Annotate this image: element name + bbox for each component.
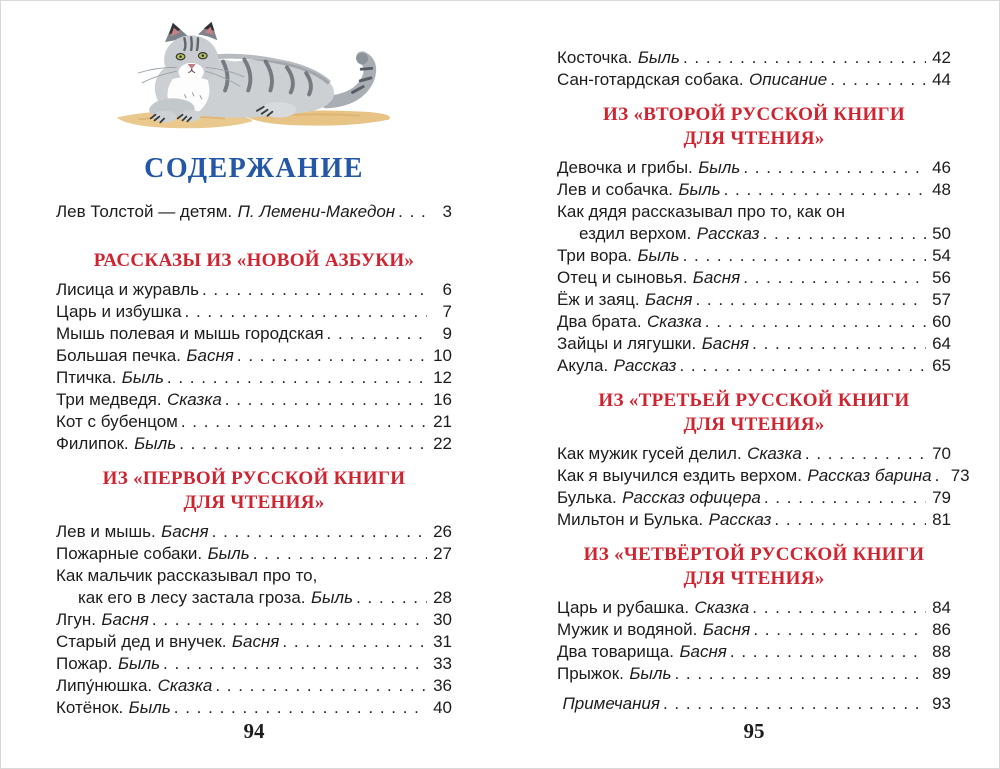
- section-heading: [56, 249, 452, 273]
- toc-entry: [56, 543, 452, 565]
- dot-leader: [805, 443, 926, 465]
- dot-leader: [225, 389, 427, 411]
- section-heading-line: ДЛЯ ЧТЕНИЯ»: [683, 414, 825, 435]
- entry-title: Девочка и грибы.: [557, 158, 693, 177]
- entry-page: 16: [433, 390, 452, 409]
- entry-title: Три медведя.: [56, 390, 162, 409]
- toc-entry: [557, 245, 951, 267]
- entry-title: Филипок.: [56, 434, 129, 453]
- entry-title: Мильтон и Булька.: [557, 510, 704, 529]
- entry-genre: Быль: [310, 588, 354, 607]
- dot-leader: [356, 587, 427, 609]
- entry-genre: Быль: [637, 246, 680, 265]
- toc-entry: [557, 179, 951, 201]
- entry-author: П. Лемени-Македон: [237, 202, 396, 221]
- entry-title: Отец и сыновья.: [557, 268, 688, 287]
- dot-leader: [663, 693, 926, 715]
- entry-page: 42: [932, 48, 951, 67]
- toc-entry: [557, 157, 951, 179]
- entry-genre: Быль: [698, 158, 741, 177]
- toc-entry: [56, 301, 452, 323]
- entry-title: Как мальчик рассказывал про то,: [56, 566, 318, 585]
- page-left: [1, 1, 500, 768]
- toc-entry: [557, 69, 951, 91]
- entry-title: Акула.: [557, 356, 609, 375]
- entry-genre: Басня: [692, 268, 741, 287]
- entry-page: 28: [433, 588, 452, 607]
- section-heading: [557, 389, 951, 437]
- toc-entry: [56, 565, 452, 587]
- entry-genre: Сказка: [747, 444, 802, 463]
- entry-genre: Басня: [161, 522, 209, 541]
- entry-page: 57: [932, 290, 951, 309]
- section-heading-line: РАССКАЗЫ ИЗ «НОВОЙ АЗБУКИ»: [93, 250, 415, 271]
- entry-title: Старый дед и внучек.: [56, 632, 227, 651]
- entry-genre: Басня: [101, 610, 149, 629]
- entry-title: Мужик и водяной.: [557, 620, 698, 639]
- entry-title: Как мужик гусей делил.: [557, 444, 742, 463]
- entry-genre: Басня: [701, 334, 750, 353]
- entry-title: Как дядя рассказывал про то, как он: [557, 202, 846, 221]
- section-heading-line: ДЛЯ ЧТЕНИЯ»: [683, 568, 825, 589]
- dot-leader: [763, 223, 926, 245]
- entry-title: Лев и собачка.: [557, 180, 674, 199]
- toc-entry: [56, 609, 452, 631]
- toc-entry: [557, 509, 951, 531]
- toc-entry: [557, 663, 951, 685]
- toc-entry: [56, 675, 452, 697]
- dot-leader: [830, 69, 926, 91]
- entry-page: 60: [932, 312, 951, 331]
- dot-leader: [752, 333, 926, 355]
- entry-title: Ёж и заяц.: [557, 290, 640, 309]
- dot-leader: [167, 367, 427, 389]
- page-number: 95: [743, 719, 765, 743]
- entry-page: 65: [932, 356, 951, 375]
- dot-leader: [935, 465, 945, 487]
- entry-genre: Быль: [117, 654, 161, 673]
- entry-title: ездил верхом.: [579, 224, 692, 243]
- toc-entry: [557, 641, 951, 663]
- dot-leader: [185, 301, 427, 323]
- entry-page: 22: [433, 434, 452, 453]
- entry-title: Два товарища.: [557, 642, 674, 661]
- entry-page: 21: [433, 412, 452, 431]
- entry-title: Кот с бубенцом: [56, 412, 178, 431]
- entry-genre: Рассказ офицера: [622, 488, 761, 507]
- entry-page: 88: [932, 642, 951, 661]
- dot-leader: [202, 279, 427, 301]
- toc-entry: [557, 47, 951, 69]
- dot-leader: [683, 47, 926, 69]
- section-heading: [557, 543, 951, 591]
- entry-genre: Сказка: [167, 390, 222, 409]
- entry-title: Птичка.: [56, 368, 117, 387]
- entry-title: Царь и рубашка.: [557, 598, 690, 617]
- entry-page: 9: [442, 324, 452, 343]
- toc-entry: [557, 619, 951, 641]
- entry-title: как его в лесу застала гроза.: [78, 588, 306, 607]
- entry-genre: Басня: [186, 346, 234, 365]
- entry-page: 7: [442, 302, 452, 321]
- toc-entry: [56, 433, 452, 455]
- entry-title: Пожар.: [56, 654, 113, 673]
- section-heading: [56, 467, 452, 515]
- entry-title: Мышь полевая и мышь городская: [56, 324, 324, 343]
- toc-entry: [56, 521, 452, 543]
- dot-leader: [764, 487, 926, 509]
- dot-leader: [730, 641, 926, 663]
- entry-title: Зайцы и лягушки.: [557, 334, 697, 353]
- entry-genre: Басня: [231, 632, 280, 651]
- section-heading-line: ИЗ «ПЕРВОЙ РУССКОЙ КНИГИ: [102, 468, 406, 489]
- entry-page: 50: [932, 224, 951, 243]
- entry-page: 26: [433, 522, 452, 541]
- toc-entry: [56, 367, 452, 389]
- entry-page: 36: [433, 676, 452, 695]
- dot-leader: [705, 311, 926, 333]
- entry-page: 64: [932, 334, 951, 353]
- entry-page: 44: [932, 70, 951, 89]
- entry-title: Лгун.: [56, 610, 96, 629]
- toc-entry: [56, 587, 452, 609]
- entry-page: 10: [433, 346, 452, 365]
- entry-genre: Описание: [748, 70, 828, 89]
- entry-title: Прыжок.: [557, 664, 624, 683]
- toc-entry: [56, 631, 452, 653]
- entry-genre: Басня: [679, 642, 727, 661]
- toc-entry: [56, 411, 452, 433]
- dot-leader: [753, 619, 926, 641]
- entry-genre: Сказка: [694, 598, 750, 617]
- entry-genre: Быль: [678, 180, 721, 199]
- dot-leader: [181, 411, 427, 433]
- dot-leader: [215, 675, 427, 697]
- entry-genre: Басня: [645, 290, 693, 309]
- entry-genre: Быль: [629, 664, 672, 683]
- section-heading: [557, 103, 951, 151]
- entry-genre: Рассказ: [708, 510, 772, 529]
- entry-page: 73: [950, 466, 970, 485]
- cat-illustration: [56, 19, 452, 133]
- toc-entry: [557, 223, 951, 245]
- toc-entry: [56, 201, 452, 223]
- toc-entry: [56, 653, 452, 675]
- section-heading-line: ИЗ «ЧЕТВЁРТОЙ РУССКОЙ КНИГИ: [583, 544, 925, 565]
- entry-title: Булька.: [557, 488, 617, 507]
- entry-title: Лев и мышь.: [56, 522, 156, 541]
- entry-genre: Рассказ: [613, 356, 677, 375]
- dot-leader: [179, 433, 427, 455]
- toc-entry: [56, 697, 452, 719]
- entry-genre: Быль: [637, 48, 680, 67]
- dot-leader: [743, 157, 926, 179]
- entry-page: 46: [932, 158, 951, 177]
- dot-leader: [163, 653, 427, 675]
- entry-page: 54: [932, 246, 951, 265]
- entry-title: Сан-готардская собака.: [557, 70, 744, 89]
- entry-page: 81: [932, 510, 951, 529]
- toc-entry: [557, 267, 951, 289]
- entry-page: 56: [932, 268, 951, 287]
- entry-title: Как я выучился ездить верхом.: [557, 466, 802, 485]
- toc-entry: [557, 597, 951, 619]
- entry-page: 30: [433, 610, 452, 629]
- entry-genre: Рассказ барина: [807, 466, 932, 485]
- page-number: 94: [243, 719, 265, 743]
- toc-entry: [557, 333, 951, 355]
- toc-entry: [557, 465, 970, 487]
- entry-genre: Быль: [207, 544, 250, 563]
- cat-drawing-svg: [109, 19, 399, 133]
- entry-page: 31: [433, 632, 452, 651]
- section-heading-line: ДЛЯ ЧТЕНИЯ»: [683, 128, 825, 149]
- section-heading-line: ДЛЯ ЧТЕНИЯ»: [183, 492, 325, 513]
- section-heading-line: ИЗ «ВТОРОЙ РУССКОЙ КНИГИ: [602, 104, 905, 125]
- entry-genre: Быль: [128, 698, 171, 717]
- toc-entry: [56, 345, 452, 367]
- entry-page: 79: [932, 488, 951, 507]
- entry-page: 93: [932, 694, 951, 713]
- dot-leader: [752, 597, 926, 619]
- dot-leader: [674, 663, 926, 685]
- section-heading-line: ИЗ «ТРЕТЬЕЙ РУССКОЙ КНИГИ: [598, 390, 910, 411]
- entry-page: 6: [442, 280, 452, 299]
- toc-entry: [56, 389, 452, 411]
- dot-leader: [253, 543, 427, 565]
- entry-title: Большая печка.: [56, 346, 181, 365]
- dot-leader: [152, 609, 427, 631]
- entry-title: Два брата.: [557, 312, 642, 331]
- entry-genre: Сказка: [647, 312, 702, 331]
- entry-page: 12: [433, 368, 452, 387]
- toc-entry-notes: [557, 693, 951, 715]
- entry-genre: Примечания: [562, 694, 660, 713]
- toc-entry: [557, 443, 951, 465]
- entry-page: 84: [932, 598, 951, 617]
- entry-title: Три вора.: [557, 246, 633, 265]
- toc-entry: [56, 279, 452, 301]
- entry-title: Царь и избушка: [56, 302, 182, 321]
- entry-page: 86: [932, 620, 951, 639]
- dot-leader: [398, 201, 427, 223]
- entry-genre: Басня: [702, 620, 751, 639]
- contents-title: СОДЕРЖАНИЕ: [144, 153, 364, 184]
- entry-genre: Сказка: [157, 676, 213, 695]
- dot-leader: [695, 289, 926, 311]
- entry-page: 48: [932, 180, 951, 199]
- entry-page: 70: [932, 444, 951, 463]
- dot-leader: [237, 345, 427, 367]
- dot-leader: [743, 267, 926, 289]
- toc-entry: [557, 355, 951, 377]
- entry-page: 27: [433, 544, 452, 563]
- dot-leader: [212, 521, 427, 543]
- entry-genre: Быль: [121, 368, 164, 387]
- dot-leader: [282, 631, 427, 653]
- entry-title: Косточка.: [557, 48, 633, 67]
- toc-entry: [557, 289, 951, 311]
- toc-entry: [557, 487, 951, 509]
- dot-leader: [327, 323, 427, 345]
- toc-entry: [557, 201, 951, 223]
- entry-page: 89: [932, 664, 951, 683]
- entry-page: 40: [433, 698, 452, 717]
- entry-title: Котёнок.: [56, 698, 124, 717]
- page-right: [500, 1, 999, 768]
- entry-genre: Быль: [134, 434, 177, 453]
- entry-title: Пожарные собаки.: [56, 544, 203, 563]
- dot-leader: [683, 245, 926, 267]
- entry-title: Лисица и журавль: [56, 280, 199, 299]
- dot-leader: [724, 179, 926, 201]
- dot-leader: [774, 509, 926, 531]
- dot-leader: [174, 697, 427, 719]
- dot-leader: [679, 355, 926, 377]
- toc-entry: [56, 323, 452, 345]
- entry-title: Лев Толстой — детям.: [56, 202, 233, 221]
- entry-page: 3: [442, 202, 452, 221]
- toc-entry: [557, 311, 951, 333]
- entry-title: Липу́нюшка.: [56, 676, 153, 695]
- entry-page: 33: [433, 654, 452, 673]
- entry-genre: Рассказ: [696, 224, 760, 243]
